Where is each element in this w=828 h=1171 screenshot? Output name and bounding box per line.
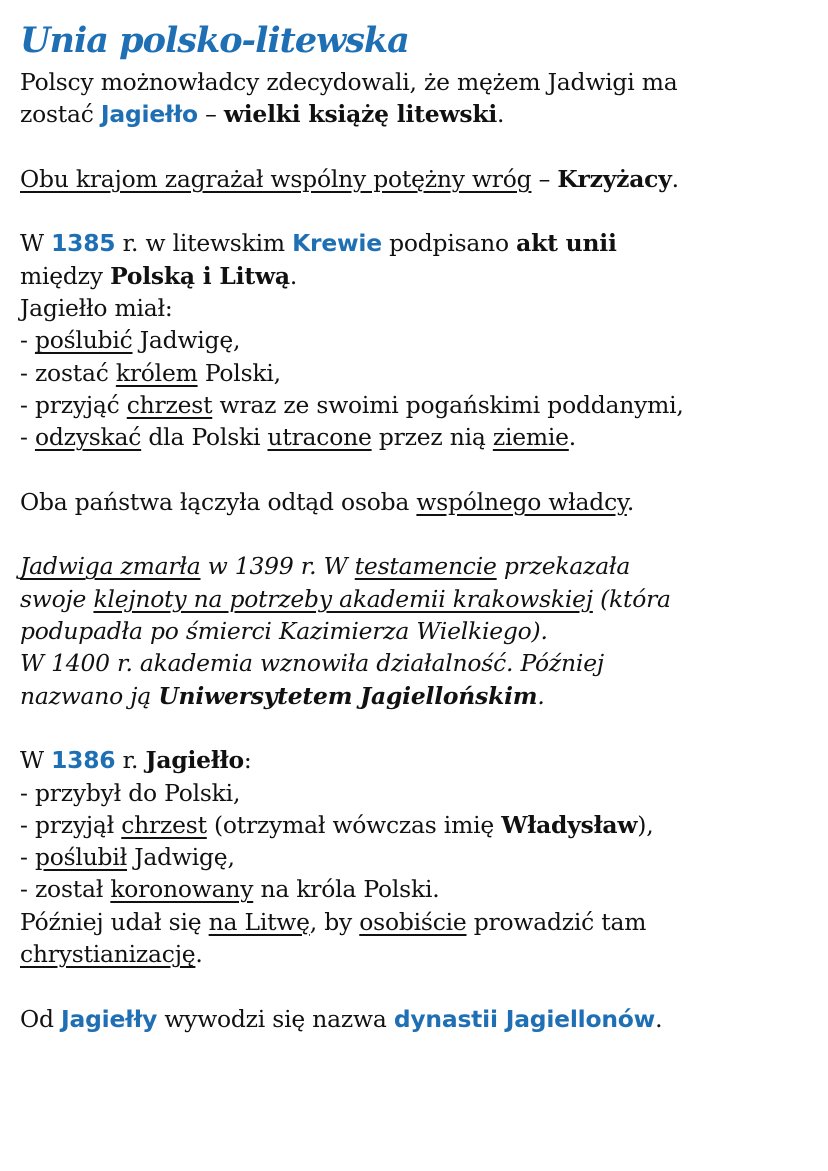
list-item: - poślubić Jadwigę, [20,326,241,355]
highlight-duke: wielki książę litewski [223,100,498,129]
page-title: Unia polsko-litewska [20,20,409,61]
union-line-1: W 1385 r. w litewskim Krewie podpisano akt unii [20,229,617,258]
highlight-dynasty: dynastii Jagiellonów [393,1004,656,1033]
list-item: - przyjął chrzest (otrzymał wówczas imię Władysław), [20,810,654,839]
highlight-enemy: Krzyżacy [557,164,672,193]
intro-line-1: Polscy możnowładcy zdecydowali, że mężem Jadwigi ma [20,68,678,96]
later-line-1: Później udał się na Litwę, by osobiście prowadzić tam [20,907,647,936]
highlight-jagiello: Jagiełło [100,100,198,129]
highlight-university: Uniwersytetem Jagiellońskim [158,681,538,710]
intro-line-2: zostać Jagiełło – wielki książę litewski. [20,100,505,129]
jadwiga-paragraph: Jadwiga zmarła w 1399 r. W testamencie przekazała swoje klejnoty na potrzeby akademii krakowskiej (która podupadła po śmierci Kazimierza Wielkiego). W 1400 r. akademia wznowiła działalność. Później nazwano ją Uniwersytetem Jagiellońskim. [20,552,671,710]
highlight-year-1385: 1385 [51,229,116,258]
list-item: - odzyskać dla Polski utracone przez nią ziemie. [20,423,577,452]
union-had: Jagiełło miał: [20,294,173,323]
list-item: - zostać królem Polski, [20,358,281,387]
list-item: - przybył do Polski, [20,778,241,807]
document-page [20,18,820,1035]
highlight-place: Krewie [292,229,382,258]
union-line-2: między Polską i Litwą. [20,261,298,290]
threat-line: Obu krajom zagrażał wspólny potężny wróg – Krzyżacy. [20,164,679,193]
list-item: - poślubił Jadwigę, [20,843,235,872]
later-line-2: chrystianizację. [20,940,203,969]
highlight-year-1386: 1386 [51,746,116,775]
highlight-jagiella: Jagiełły [61,1004,158,1033]
list-item: - został koronowany na króla Polski. [20,875,440,904]
y1386-line: W 1386 r. Jagiełło: [20,746,252,775]
list-item: - przyjąć chrzest wraz ze swoimi pogańskimi poddanymi, [20,390,684,419]
dynasty-line: Od Jagiełły wywodzi się nazwa dynastii Jagiellonów. [20,1004,663,1033]
document-body [20,66,820,1035]
ruler-line: Oba państwa łączyła odtąd osoba wspólnego władcy. [20,487,635,516]
